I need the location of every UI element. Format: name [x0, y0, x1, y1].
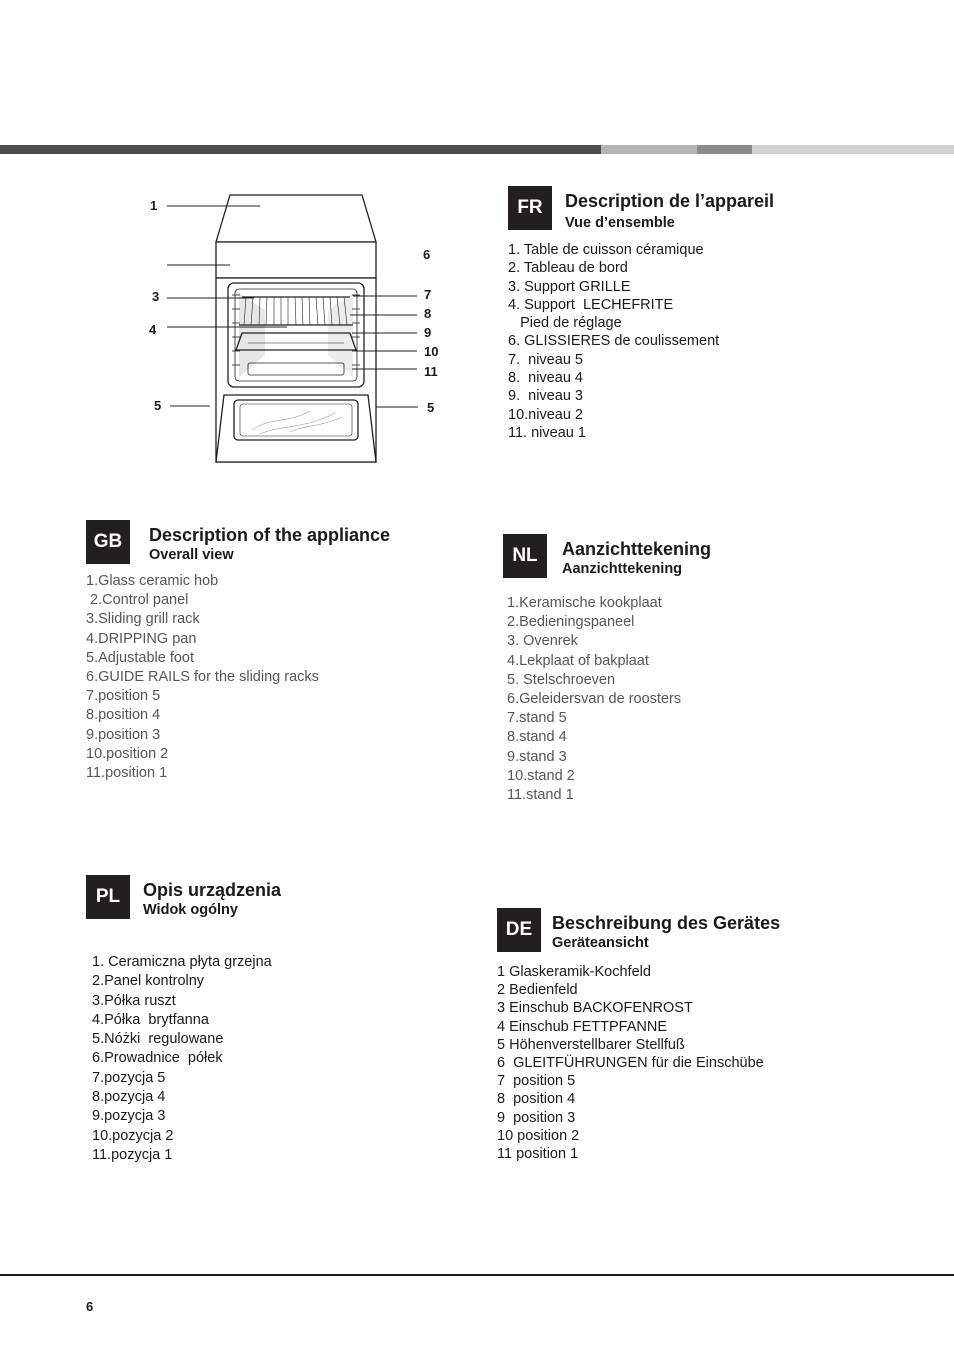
- list-item: 10.pozycja 2: [92, 1127, 174, 1144]
- list-item: 10.niveau 2: [508, 406, 583, 423]
- list-item: 3.Półka ruszt: [92, 992, 176, 1009]
- list-item: 8.position 4: [86, 707, 161, 724]
- list-item: 2.Panel kontrolny: [92, 973, 205, 990]
- list-item: 2. Tableau de bord: [508, 260, 628, 277]
- list-item: 7.pozycja 5: [92, 1069, 166, 1086]
- section-subtitle: Overall view: [149, 547, 234, 563]
- list-item: 4.DRIPPING pan: [86, 630, 197, 647]
- top-color-bar: [0, 145, 954, 154]
- section-subtitle: Vue d’ensemble: [565, 215, 675, 231]
- section-title: Description de l’appareil: [565, 191, 775, 211]
- language-badge-nl: NL: [503, 534, 547, 578]
- list-item: 7. niveau 5: [508, 351, 583, 368]
- list-item: 3. Support GRILLE: [508, 278, 631, 295]
- section-fr: [508, 186, 928, 456]
- list-item: 5.Nóżki regulowane: [92, 1031, 224, 1048]
- language-badge-pl: PL: [86, 875, 130, 919]
- list-item: 11.pozycja 1: [92, 1146, 173, 1163]
- list-item: 1. Table de cuisson céramique: [508, 242, 704, 258]
- callout-1: 1: [150, 198, 158, 213]
- list-item: 1. Ceramiczna płyta grzejna: [92, 954, 272, 970]
- section-subtitle: Geräteansicht: [552, 935, 649, 951]
- list-item: 1 Glaskeramik-Kochfeld: [497, 964, 651, 980]
- list-item: 11 position 1: [497, 1146, 579, 1163]
- list-item: 6. GLISSIERES de coulissement: [508, 333, 720, 350]
- callout-6: 6: [423, 247, 431, 262]
- list-item: 4. Support LECHEFRITE: [508, 296, 674, 313]
- list-item: 5.Adjustable foot: [86, 649, 195, 666]
- list-item: 3.Sliding grill rack: [86, 611, 200, 628]
- callout-8: 8: [424, 306, 432, 321]
- list-item: 8.pozycja 4: [92, 1089, 166, 1106]
- bar-segment-mid-dark: [697, 145, 752, 154]
- list-item: 2.Control panel: [86, 592, 189, 609]
- list-item: 1.Glass ceramic hob: [86, 573, 219, 589]
- callout-5-left: 5: [154, 398, 162, 413]
- callout-10: 10: [424, 344, 439, 359]
- list-item: 5. Stelschroeven: [507, 671, 616, 688]
- callout-3: 3: [152, 289, 160, 304]
- bar-segment-dark: [0, 145, 601, 154]
- list-item: 7.stand 5: [507, 710, 567, 727]
- language-badge-gb: GB: [86, 520, 130, 564]
- list-item: 6 GLEITFÜHRUNGEN für die Einschübe: [497, 1055, 764, 1072]
- section-pl: [86, 875, 486, 1175]
- list-item: 10 position 2: [497, 1127, 580, 1144]
- item-list: [92, 953, 272, 1165]
- section-gb: [86, 520, 486, 790]
- section-subtitle: Aanzichttekening: [562, 561, 683, 577]
- section-title: Beschreibung des Gerätes: [552, 913, 781, 933]
- page-number: 6: [86, 1299, 94, 1314]
- list-item: 9. niveau 3: [508, 388, 583, 405]
- section-title: Description of the appliance: [149, 525, 391, 545]
- callout-4: 4: [149, 322, 157, 337]
- list-item: 7.position 5: [86, 688, 161, 705]
- list-item: 8 position 4: [497, 1091, 576, 1108]
- list-item: 9.stand 3: [507, 748, 567, 765]
- list-item: 10.stand 2: [507, 767, 575, 784]
- bar-segment-mid: [601, 145, 697, 154]
- list-item: 3 Einschub BACKOFENROST: [497, 1000, 693, 1017]
- list-item: 9.pozycja 3: [92, 1108, 166, 1125]
- list-item: 7 position 5: [497, 1073, 576, 1090]
- section-de: [497, 908, 927, 1178]
- section-nl: [503, 534, 923, 814]
- appliance-diagram: [140, 185, 460, 470]
- list-item: 3. Ovenrek: [507, 633, 578, 650]
- list-item: 4 Einschub FETTPFANNE: [497, 1018, 668, 1035]
- list-item: 4.Półka brytfanna: [92, 1011, 209, 1028]
- item-list: [86, 572, 319, 783]
- callout-9: 9: [424, 325, 432, 340]
- list-item: 6.Geleidersvan de roosters: [507, 691, 682, 708]
- list-item: 6.GUIDE RAILS for the sliding racks: [86, 669, 319, 686]
- callout-7: 7: [424, 287, 432, 302]
- bottom-rule: [0, 1274, 954, 1276]
- list-item: 4.Lekplaat of bakplaat: [507, 652, 649, 669]
- list-item: Pied de réglage: [508, 315, 622, 332]
- item-list: [507, 594, 681, 805]
- oven-illustration: [140, 185, 460, 470]
- language-badge-fr: FR: [508, 186, 552, 230]
- section-title: Opis urządzenia: [143, 880, 282, 900]
- section-title: Aanzichttekening: [562, 539, 712, 559]
- callout-5-right: 5: [427, 400, 435, 415]
- section-subtitle: Widok ogólny: [143, 902, 238, 918]
- list-item: 8.stand 4: [507, 729, 567, 746]
- list-item: 11.stand 1: [507, 787, 574, 804]
- list-item: 11.position 1: [86, 765, 168, 782]
- list-item: 11. niveau 1: [508, 424, 586, 441]
- item-list: [508, 241, 719, 442]
- list-item: 6.Prowadnice półek: [92, 1050, 223, 1067]
- language-badge-de: DE: [497, 908, 541, 952]
- list-item: 2 Bedienfeld: [497, 982, 578, 999]
- list-item: 1.Keramische kookplaat: [507, 595, 662, 611]
- list-item: 5 Höhenverstellbarer Stellfuß: [497, 1036, 685, 1053]
- list-item: 8. niveau 4: [508, 370, 583, 387]
- item-list: [497, 963, 764, 1163]
- list-item: 9.position 3: [86, 726, 161, 743]
- bar-segment-light: [752, 145, 954, 154]
- list-item: 2.Bedieningspaneel: [507, 614, 635, 631]
- callout-11: 11: [424, 364, 438, 379]
- list-item: 10.position 2: [86, 745, 169, 762]
- list-item: 9 position 3: [497, 1109, 576, 1126]
